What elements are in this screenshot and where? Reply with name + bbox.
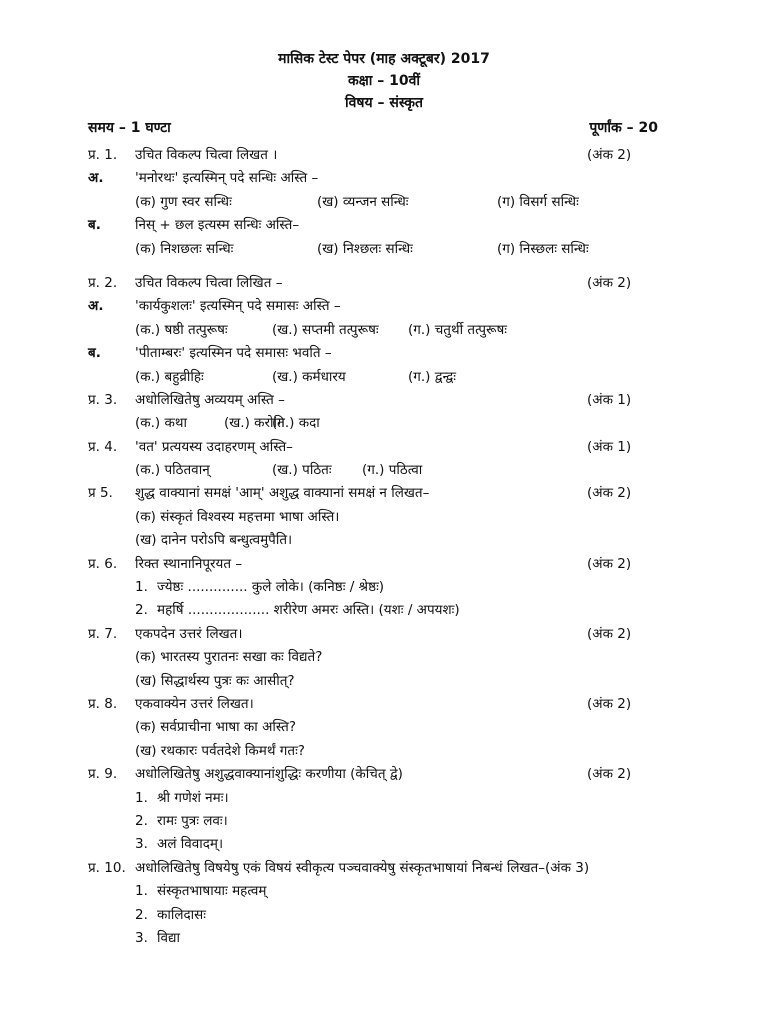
answer-item xyxy=(88,833,680,856)
option: (क.) कथा xyxy=(135,415,187,432)
question-number: प्र. 10. xyxy=(88,859,126,876)
subquestion xyxy=(88,342,680,365)
answer-item xyxy=(88,787,680,810)
question-number: प्र. 6. xyxy=(88,555,118,572)
question-8 xyxy=(88,693,680,716)
subquestion-text: 'मनोरथः' इत्यस्मिन् पदे सन्धिः अस्ति – xyxy=(135,170,319,187)
question-number: प्र. 7. xyxy=(88,625,118,642)
answer-item xyxy=(88,927,680,950)
item-text: (ख) सिद्धार्थस्य पुत्रः कः आसीत्? xyxy=(135,672,295,689)
item-text: रामः पुत्रः लवः। xyxy=(157,812,228,829)
question-10 xyxy=(88,857,680,880)
item-number: 3. xyxy=(135,929,148,946)
option: (ग.) द्वन्द्वः xyxy=(408,368,456,385)
question-text: उचित विकल्प चित्वा लिखत । xyxy=(135,147,278,163)
answer-item xyxy=(88,880,680,903)
question-9 xyxy=(88,763,680,786)
question-number: प्र. 3. xyxy=(88,391,118,408)
subquestion xyxy=(88,214,680,237)
item-number: 2. xyxy=(135,602,148,619)
options-row xyxy=(88,366,680,389)
subquestion xyxy=(88,295,680,318)
total-marks-label: पूर्णांक – 20 xyxy=(589,120,658,136)
answer-item xyxy=(88,506,680,529)
option: (ग) विसर्ग सन्धिः xyxy=(497,193,579,210)
answer-item xyxy=(88,576,680,599)
question-marks: (अंक 2) xyxy=(587,485,632,502)
item-number: 2. xyxy=(135,906,148,923)
answer-item xyxy=(88,646,680,669)
question-text: 'वत' प्रत्ययस्य उदाहरणम् अस्ति– xyxy=(135,438,293,455)
option: (ग) निस्छलः सन्धिः xyxy=(497,240,589,257)
question-marks: (अंक 2) xyxy=(587,555,632,572)
question-3 xyxy=(88,389,680,412)
question-text: अधोलिखितेषु विषयेषु एकं विषयं स्वीकृत्य पञ्चवाक्येषु संस्कृतभाषायां निबन्धं लिखत–(अंक 3) xyxy=(135,859,590,876)
answer-item xyxy=(88,670,680,693)
answer-item xyxy=(88,810,680,833)
question-number: प्र. 4. xyxy=(88,438,118,455)
item-number: 3. xyxy=(135,836,148,853)
question-text: रिक्त स्थानानिपूरयत – xyxy=(135,555,243,572)
options-row xyxy=(88,238,680,261)
option: (क.) षष्ठी तत्पुरूषः xyxy=(135,321,228,338)
question-marks: (अंक 2) xyxy=(587,766,632,783)
question-marks: (अंक 2) xyxy=(587,695,632,712)
option: (क) निशछलः सन्धिः xyxy=(135,240,234,257)
question-4 xyxy=(88,436,680,459)
question-5 xyxy=(88,482,680,505)
option: (क.) बहुव्रीहिः xyxy=(135,368,204,385)
subquestion-label: अ. xyxy=(88,298,104,315)
item-text: (क) भारतस्य पुरातनः सखा कः विद्यते? xyxy=(135,649,323,666)
option: (ख.) करोति xyxy=(224,415,285,432)
question-6 xyxy=(88,553,680,576)
question-marks: (अंक 2) xyxy=(587,625,632,642)
answer-item xyxy=(88,904,680,927)
item-number: 1. xyxy=(135,789,148,806)
question-marks: (अंक 2) xyxy=(587,147,632,163)
question-1 xyxy=(88,144,680,167)
question-number: प्र 5. xyxy=(88,485,113,502)
options-row xyxy=(88,459,680,482)
option: (ख) व्यन्जन सन्धिः xyxy=(317,193,409,210)
item-text: महर्षि ................... शरीरेण अमरः अस्ति। (यशः / अपयशः) xyxy=(157,602,460,619)
answer-item xyxy=(88,599,680,622)
question-text: एकपदेन उत्तरं लिखत। xyxy=(135,625,243,642)
item-number: 2. xyxy=(135,812,148,829)
paper-subject: विषय – संस्कृत xyxy=(344,95,423,111)
question-text: शुद्ध वाक्यानां समक्षं 'आम्' अशुद्ध वाक्यानां समक्षं न लिखत– xyxy=(135,485,430,502)
answer-item xyxy=(88,529,680,552)
item-text: संस्कृतभाषायाः महत्वम् xyxy=(157,883,267,900)
option: (ख.) सप्तमी तत्पुरूषः xyxy=(272,321,379,338)
option: (क.) पठितवान् xyxy=(135,462,210,479)
question-marks: (अंक 2) xyxy=(587,274,632,291)
option: (ग.) पठित्वा xyxy=(362,462,423,479)
item-text: कालिदासः xyxy=(157,906,207,923)
option: (ख.) पठितः xyxy=(272,462,332,479)
item-number: 1. xyxy=(135,579,148,596)
options-row xyxy=(88,319,680,342)
question-text: एकवाक्येन उत्तरं लिखत। xyxy=(135,695,254,712)
subquestion-text: 'पीताम्बरः' इत्यस्मिन पदे समासः भवति – xyxy=(135,345,332,362)
answer-item xyxy=(88,716,680,739)
subquestion-text: 'कार्यकुशलः' इत्यस्मिन् पदे समासः अस्ति – xyxy=(135,298,341,315)
options-row xyxy=(88,412,680,435)
paper-title: मासिक टेस्ट पेपर (माह अक्टूबर) 2017 xyxy=(278,51,490,67)
paper-header xyxy=(0,48,768,114)
question-text: अधोलिखितेषु अव्ययम् अस्ति – xyxy=(135,391,285,408)
answer-item xyxy=(88,740,680,763)
question-2 xyxy=(88,272,680,295)
option: (ग.) कदा xyxy=(272,415,320,432)
questions xyxy=(88,144,680,950)
option: (ख.) कर्मधारय xyxy=(272,368,346,385)
question-marks: (अंक 1) xyxy=(587,391,632,408)
statement-text: (क) संस्कृतं विश्वस्य महत्तमा भाषा अस्ति। xyxy=(135,508,340,525)
option: (क) गुण स्वर सन्धिः xyxy=(135,193,232,210)
question-text: अधोलिखितेषु अशुद्धवाक्यानांशुद्धिः करणीया (केचित् द्वे) xyxy=(135,766,403,783)
question-marks: (अंक 1) xyxy=(587,438,632,455)
question-number: प्र. 1. xyxy=(88,147,118,163)
subquestion xyxy=(88,167,680,190)
subquestion-label: ब. xyxy=(88,217,101,234)
question-number: प्र. 9. xyxy=(88,766,118,783)
option: (ख) निश्छलः सन्धिः xyxy=(317,240,413,257)
item-text: (ख) रथकारः पर्वतदेशे किमर्थं गतः? xyxy=(135,742,305,759)
statement-text: (ख) दानेन परोऽपि बन्धुत्वमुपैति। xyxy=(135,532,293,549)
option: (ग.) चतुर्थी तत्पुरूषः xyxy=(408,321,508,338)
item-text: (क) सर्वप्राचीना भाषा का अस्ति? xyxy=(135,719,297,736)
question-7 xyxy=(88,623,680,646)
question-text: उचित विकल्प चित्वा लिखित – xyxy=(135,274,283,291)
subquestion-label: ब. xyxy=(88,345,101,362)
item-text: ज्येष्ठः .............. कुले लोके। (कनिष्ठः / श्रेष्ठः) xyxy=(157,579,385,596)
subquestion-label: अ. xyxy=(88,170,104,187)
subquestion-text: निस् + छल इत्यस्म सन्धिः अस्ति– xyxy=(135,217,300,234)
question-number: प्र. 8. xyxy=(88,695,118,712)
item-text: विद्या xyxy=(157,929,181,946)
item-number: 1. xyxy=(135,883,148,900)
paper-class: कक्षा – 10वीं xyxy=(347,73,421,89)
item-text: अलं विवादम्। xyxy=(157,836,224,853)
options-row xyxy=(88,191,680,214)
item-text: श्री गणेशं नमः। xyxy=(157,789,229,806)
paper-meta xyxy=(88,118,658,140)
question-number: प्र. 2. xyxy=(88,274,118,291)
time-label: समय – 1 घण्टा xyxy=(88,120,171,136)
